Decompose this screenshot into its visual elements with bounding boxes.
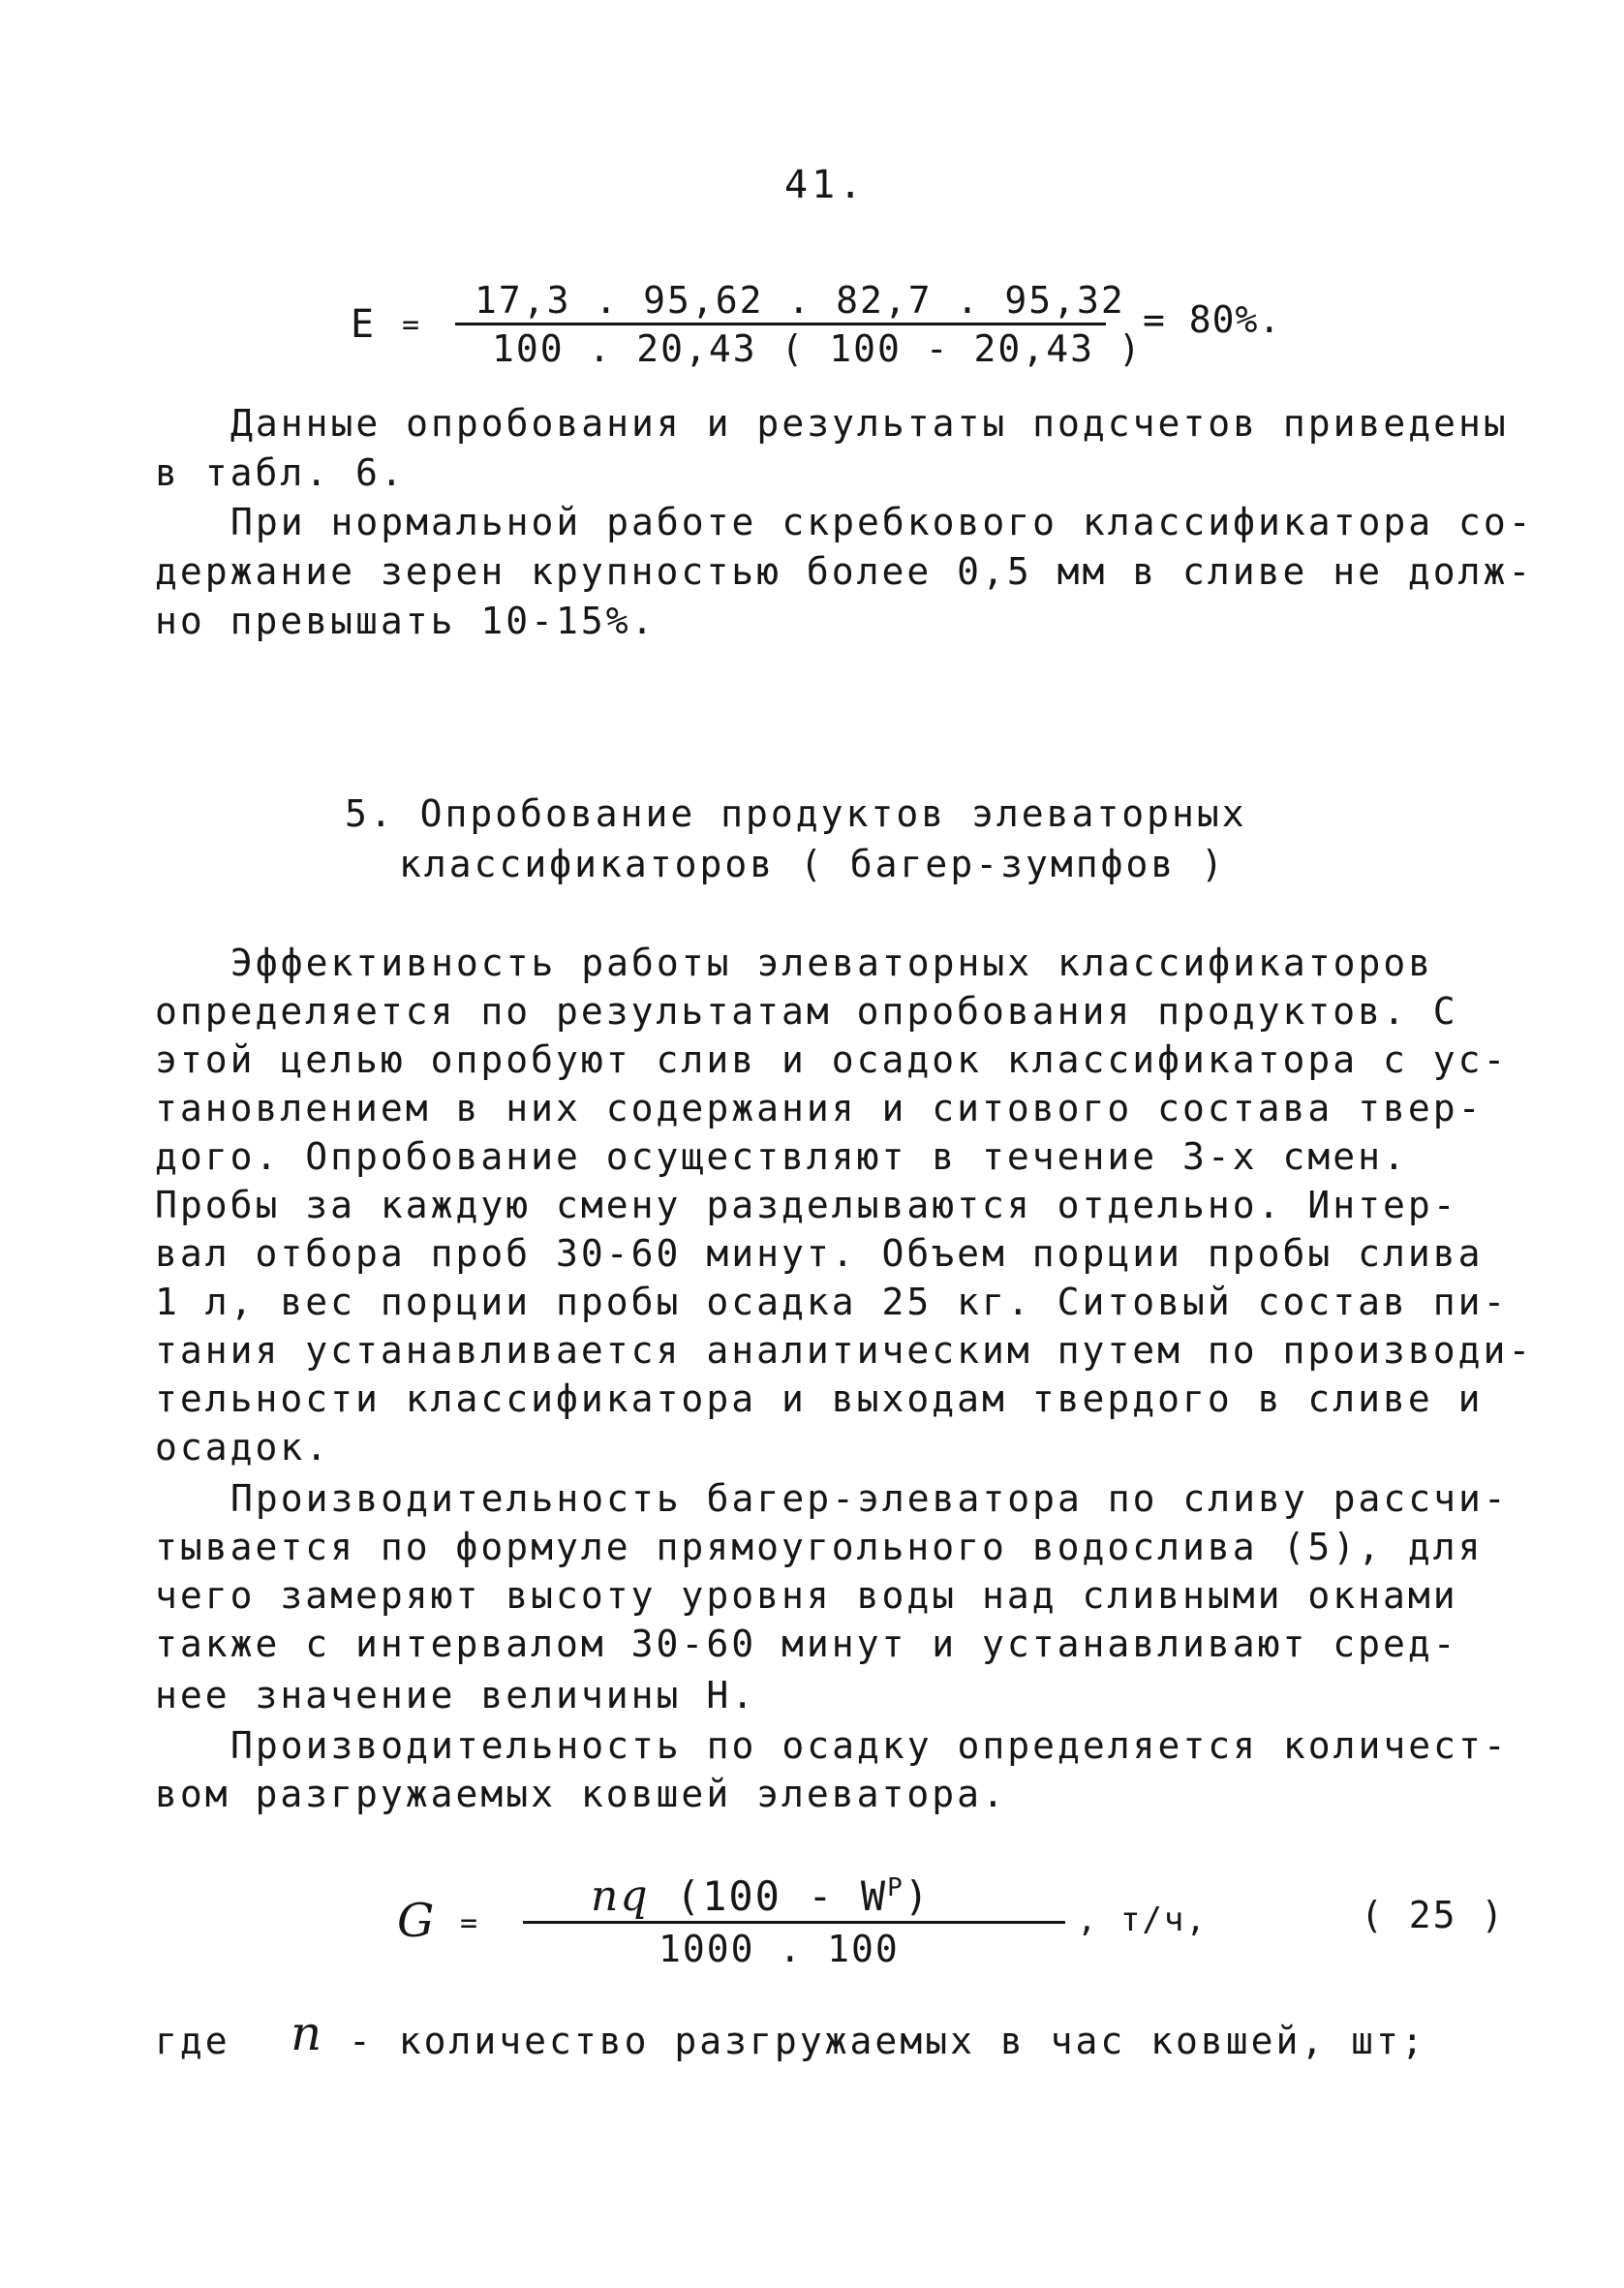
where-symbol: n — [291, 2005, 322, 2061]
text-line: в табл. 6. — [155, 451, 406, 494]
formula-equals: = — [460, 1906, 478, 1940]
text-line: Данные опробования и результаты подсчетов приведены — [230, 402, 1509, 445]
text-line: Производительность багер-элеватора по сливу рассчи- — [230, 1477, 1509, 1520]
heading-line: 5. Опробование продуктов элеваторных — [345, 792, 1247, 835]
formula-number: ( 25 ) — [1361, 1894, 1506, 1936]
heading-line: классификаторов ( багер-зумпфов ) — [399, 843, 1226, 885]
text-line: этой целью опробуют слив и осадок классификатора с ус- — [155, 1038, 1509, 1081]
text-line: определяется по результатам опробования продуктов. С — [155, 990, 1458, 1033]
text-line: тельности классификатора и выходам твердого в сливе и — [155, 1377, 1484, 1420]
formula-denominator: 100 . 20,43 ( 100 - 20,43 ) — [492, 327, 1143, 370]
where-text: - количество разгружаемых в час ковшей, шт; — [349, 2020, 1426, 2062]
formula-result: = 80%. — [1143, 298, 1282, 341]
formula-lhs: G — [397, 1894, 435, 1948]
text-line: держание зерен крупностью более 0,5 мм в сливе не долж- — [155, 550, 1534, 593]
text-line: тановлением в них содержания и ситового состава твер- — [155, 1087, 1484, 1129]
formula-numerator — [591, 1871, 931, 1921]
text-line: тывается по формуле прямоугольного водослива (5), для — [155, 1526, 1484, 1568]
formula-numerator-close: ) — [904, 1872, 932, 1920]
page-number: 41. — [784, 163, 867, 207]
text-line: Эффективность работы элеваторных классификаторов — [230, 942, 1434, 984]
fraction-bar — [455, 323, 1106, 325]
text-line: нее значение величины Н. — [155, 1674, 757, 1716]
fraction-bar — [523, 1921, 1065, 1924]
formula-numerator: 17,3 . 95,62 . 82,7 . 95,32 — [475, 279, 1125, 322]
text-line: также с интервалом 30-60 минут и устанавливают сред- — [155, 1623, 1458, 1665]
text-line: При нормальной работе скребкового классификатора со- — [230, 501, 1534, 543]
text-line: вом разгружаемых ковшей элеватора. — [155, 1773, 1007, 1815]
formula-symbol: nq — [591, 1871, 650, 1921]
text-line: чего замеряют высоту уровня воды над сливными окнами — [155, 1574, 1458, 1617]
text-line: вал отбора проб 30-60 минут. Объем порции пробы слива — [155, 1232, 1484, 1275]
formula-superscript: P — [887, 1873, 904, 1902]
formula-unit: , т/ч, — [1077, 1901, 1208, 1939]
text-line: Пробы за каждую смену разделываются отдельно. Интер- — [155, 1184, 1458, 1226]
formula-lhs: E — [351, 302, 375, 347]
text-line: тания устанавливается аналитическим путем по производи- — [155, 1329, 1534, 1372]
text-line: Производительность по осадку определяется количест- — [230, 1724, 1509, 1767]
text-line: 1 л, вес порции пробы осадка 25 кг. Ситовый состав пи- — [155, 1281, 1509, 1323]
text-line: дого. Опробование осуществляют в течение 3-х смен. — [155, 1135, 1408, 1178]
formula-equals: = — [402, 308, 420, 342]
text-line: но превышать 10-15%. — [155, 600, 657, 642]
text-line: осадок. — [155, 1426, 331, 1469]
formula-denominator: 1000 . 100 — [659, 1928, 900, 1970]
formula-numerator-text: (100 - W — [675, 1872, 888, 1920]
where-label: где — [155, 2020, 230, 2062]
